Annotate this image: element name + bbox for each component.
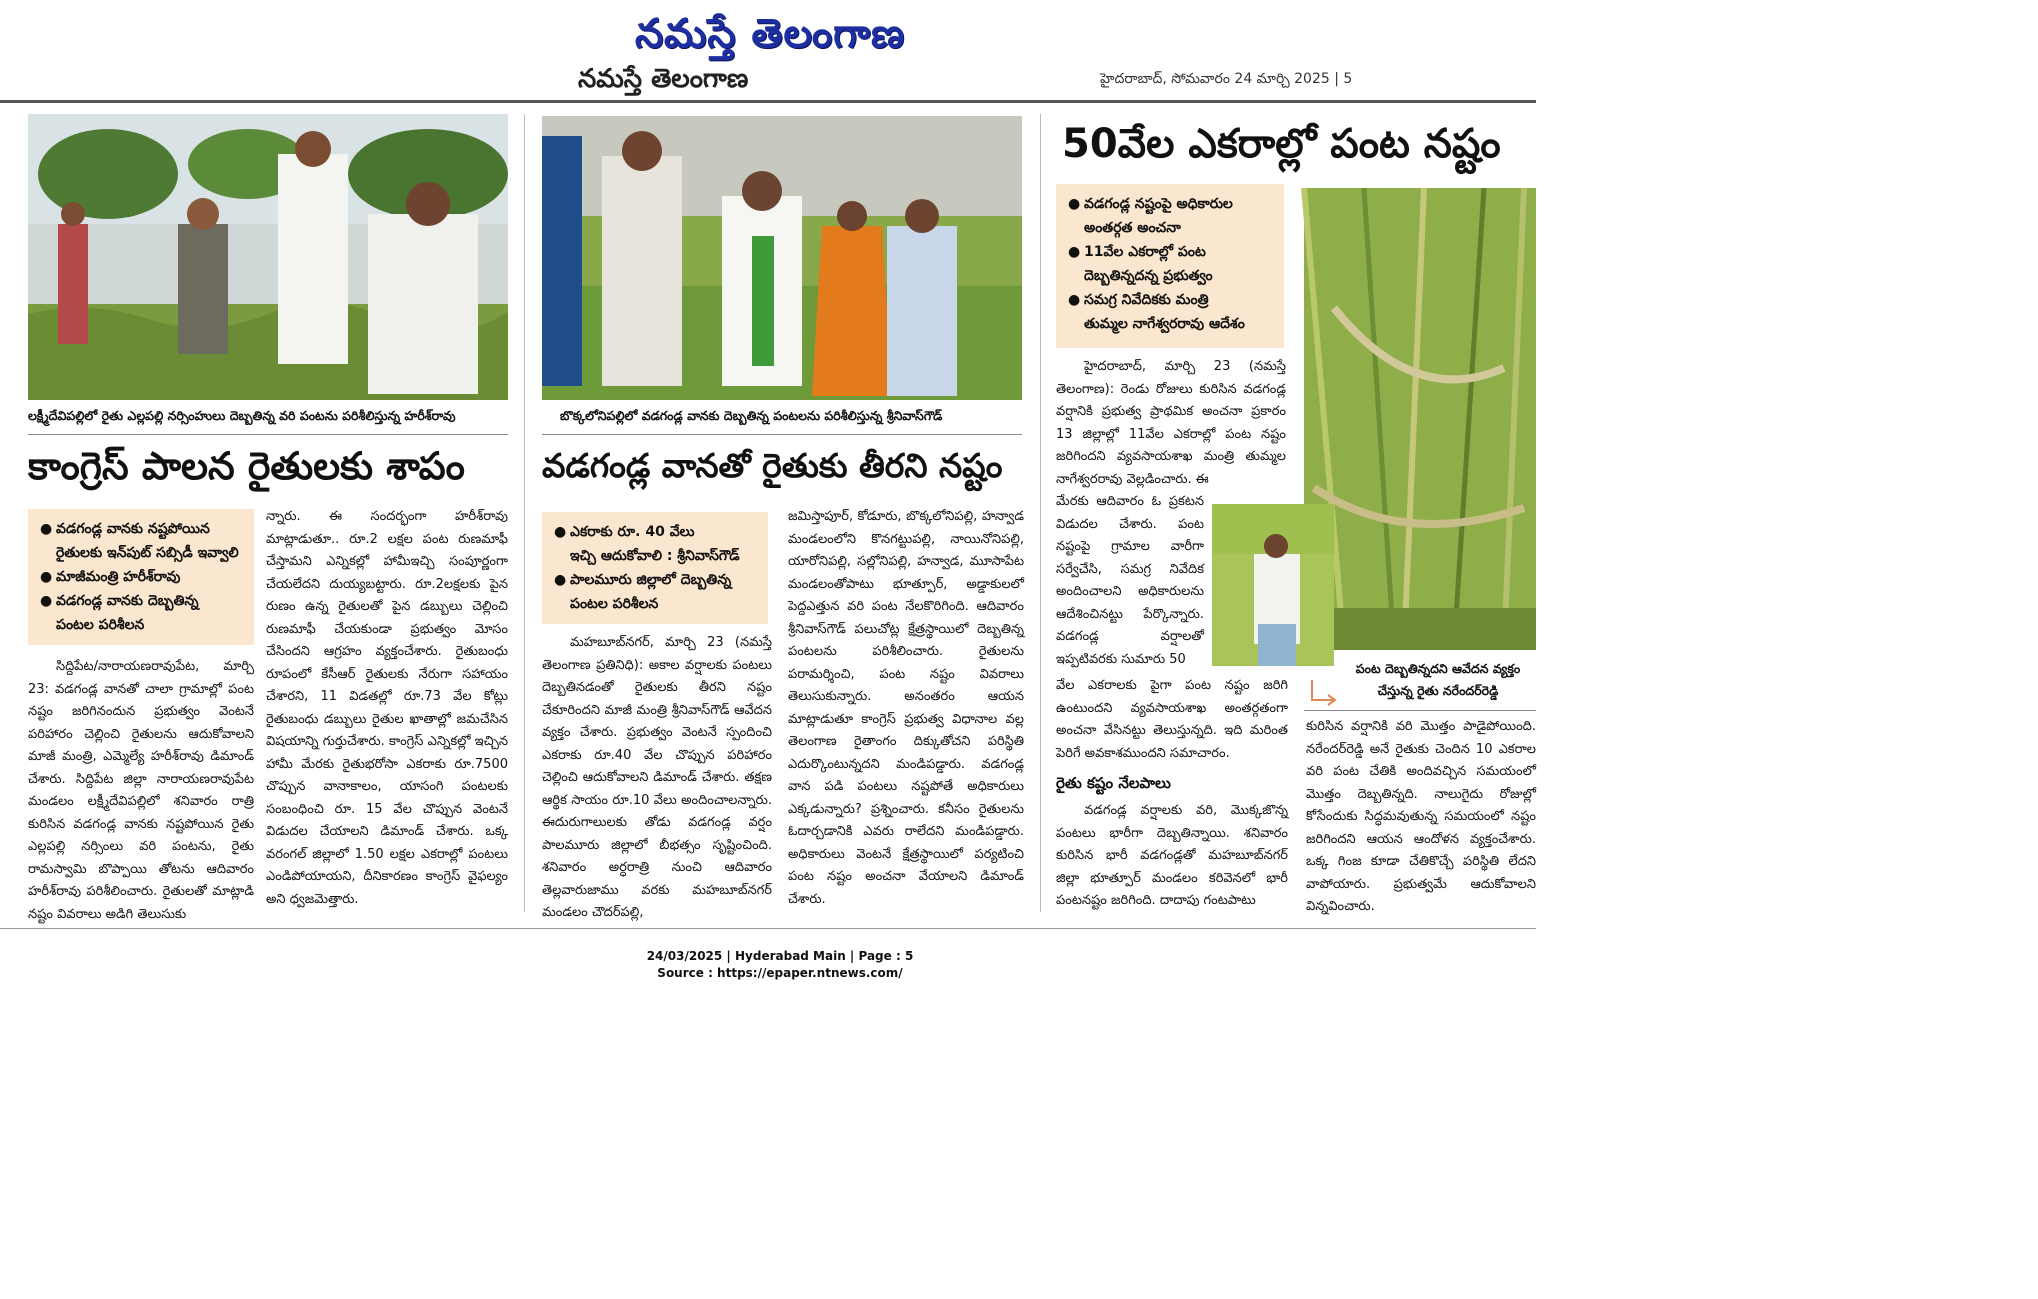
highlight-item: ● మాజీమంత్రి హరీశ్‌రావు xyxy=(40,569,181,585)
column-divider xyxy=(524,114,525,912)
header-rule xyxy=(0,100,1536,103)
highlight-item: ● వడగండ్ల నష్టంపై అధికారుల xyxy=(1068,196,1233,212)
page-header-strip xyxy=(0,64,1560,100)
highlight-item: ● సమగ్ర నివేదికకు మంత్రి xyxy=(1068,292,1209,308)
highlights-box xyxy=(28,509,254,645)
caption-rule xyxy=(1304,710,1536,711)
article-body-column: సిద్దిపేట/నారాయణరావుపేట, మార్చి 23: వడగండ్ల వానతో చాలా గ్రామాల్లో పంట నష్టం జరిగినందున ప్రభుత్వం వెంటనే పరిహారం చెల్లించి రైతులను ఆదుకోవాలని మాజీ మంత్రి, ఎమ్మెల్యే హరీశ్‌రావు డిమాండ్ చేశారు. సిద్దిపేట జిల్లా నారాయణరావుపేట మండలం లక్ష్మీదేవిపల్లిలో శనివారం రాత్రి కురిసిన వడగండ్ల వానకు నష్టపోయిన రైతు ఎల్లపల్లి నర్సింలు వరి పంటను, రైతు రామస్వామి బొప్పాయి తోటను ఆదివారం హరీశ్‌రావు పరిశీలించారు. రైతులతో మాట్లాడి నష్టం వివరాలు అడిగి తెలుసుకు xyxy=(28,659,254,922)
highlight-item: ● వడగండ్ల వానకు దెబ్బతిన్న xyxy=(40,593,199,609)
highlight-item: అంతర్గత అంచనా xyxy=(1084,220,1181,236)
article-body-column: న్నారు. ఈ సందర్భంగా హరీశ్‌రావు మాట్లాడుతూ.. రూ.2 లక్షల పంట రుణమాఫీ చేస్తామని ఎన్నికల్లో హామీఇచ్చి సంపూర్ణంగా చేయలేదని దుయ్యబట్టారు. రూ.2లక్షలకు పైన రుణం ఉన్న రైతులతో పైన డబ్బులు చెల్లించి రుణమాఫీ చేయకుండా ప్రభుత్వం మోసం చేసిందని ఆగ్రహం వ్యక్తంచేశారు. రైతుబంధు రూపంలో కేసీఆర్ రైతులకు నేరుగా సహాయం చేశారని, 11 విడతల్లో రూ.73 వేల కోట్లు రైతుబంధు డబ్బులు రైతుల ఖాతాల్లో జమచేసిన విషయాన్ని గుర్తుచేశారు. కాంగ్రెస్ ఎన్నికల్లో ఇచ్చిన హామీ మేరకు రైతుభరోసా ఎకరాకు రూ.7500 చొప్పున వానాకాలం, యాసంగి పంటలకు సంబంధించి రూ. 15 వేల చొప్పున వెంటనే విడుదల చేయాలని డిమాండ్ చేశారు. ఒక్క వరంగల్ జిల్లాలో 1.50 లక్షల ఎకరాల్లో పంటలు ఎండిపోయాయని, దీనికారణం కాంగ్రెస్ వైఫల్యం అని ధ్వజమెత్తారు. xyxy=(266,509,508,907)
photo-caption: లక్ష్మీదేవిపల్లిలో రైతు ఎల్లపల్లి నర్సింహులు దెబ్బతిన్న వరి పంటను పరిశీలిస్తున్న హరీశ్‌రావు xyxy=(28,408,456,423)
section-subheading: రైతు కష్టం నేలపాలు xyxy=(1056,774,1171,792)
footer-rule xyxy=(0,928,1536,929)
highlights-box xyxy=(542,512,768,624)
article-body-column: వడగండ్ల వర్షాలకు వరి, మొక్కజొన్న పంటలు భారీగా దెబ్బతిన్నాయి. శనివారం కురిసిన భారీ వడగండ్లతో మహబూబ్‌నగర్ జిల్లా భూత్పూర్ మండలం కరివెనలో భారీ పంటనష్టం జరిగింది. దాదాపు గంటపాటు xyxy=(1056,803,1288,908)
highlight-item: ● 11వేల ఎకరాల్లో పంట xyxy=(1068,244,1206,260)
highlight-item: పంటల పరిశీలన xyxy=(570,596,659,612)
article-headline: 50వేల ఎకరాల్లో పంట నష్టం xyxy=(1062,121,1501,167)
caption-rule xyxy=(542,434,1022,435)
article-headline: కాంగ్రెస్ పాలన రైతులకు శాపం xyxy=(28,444,465,488)
photo-damaged-paddy xyxy=(1304,188,1536,650)
highlight-item: పంటల పరిశీలన xyxy=(56,617,145,633)
article-body-column: జమిస్తాపూర్, కోడూరు, బొక్కలోనిపల్లి, హన్వాడ మండలంలోని కొనగట్టుపల్లి, నాయినోనిపల్లి, యారోనిపల్లి, సల్లోనిపల్లి, హన్వాడ, మూసాపేట మండలంతోపాటు భూత్పూర్, అడ్డాకులలో పెద్దఎత్తున వరి పంట నేలకొరిగింది. ఆదివారం శ్రీనివాస్‌గౌడ్ పలుచోట్ల క్షేత్రస్థాయిలో దెబ్బతిన్న పంటలను పరిశీలించారు. రైతులను పరామర్శించి, పంట నష్టం వివరాలు తెలుసుకున్నారు. అనంతరం ఆయన మాట్లాడుతూ కాంగ్రెస్ ప్రభుత్వ విధానాల వల్ల తెలంగాణ రైతాంగం దిక్కుతోచని పరిస్థితి ఎదుర్కొంటున్నదని మండిపడ్డారు. వడగండ్ల వాన పడి పంటలు నష్టపోతే అధికారులు ఎక్కడున్నారు? ప్రశ్నించారు. కనీసం రైతులను ఓదార్చడానికి ఎవరు రాలేదని మండిపడ్డారు. అధికారులు వెంటనే క్షేత్రస్థాయిలో పర్యటించి పంట నష్టం అంచనా వేయాలని డిమాండ్ చేశారు. xyxy=(788,509,1024,907)
caption-arrow-icon xyxy=(1308,678,1338,708)
strip-right-text: హైదరాబాద్, సోమవారం 24 మార్చి 2025 | 5 xyxy=(1100,71,1353,87)
article-body-column: మహబూబ్‌నగర్, మార్చి 23 (నమస్తే తెలంగాణ ప్రతినిధి): అకాల వర్షాలకు పంటలు దెబ్బతినడంతో రైతులకు తీరని నష్టం చేకూరిందని మాజీ మంత్రి శ్రీనివాస్‌గౌడ్ ఆవేదన వ్యక్తం చేశారు. ప్రభుత్వం వెంటనే స్పందించి ఎకరాకు రూ.40 వేల చొప్పున పరిహారం చెల్లించి ఆదుకోవాలని డిమాండ్ చేశారు. తక్షణ ఆర్థిక సాయం రూ.10 వేలు అందించాలన్నారు. ఈదురుగాలులకు తోడు వడగండ్ల వర్షం పాలమూరు జిల్లాలో బీభత్సం సృష్టించింది. శనివారం అర్ధరాత్రి నుంచి ఆదివారం తెల్లవారుజాము వరకు మహబూబ్‌నగర్ మండలం చౌదర్‌పల్లి, xyxy=(542,635,772,920)
strip-left-text: నమస్తే తెలంగాణ xyxy=(578,64,749,94)
article-body-column: హైదరాబాద్, మార్చి 23 (నమస్తే తెలంగాణ): రెండు రోజులు కురిసిన వడగండ్ల వర్షానికి ప్రభుత్వ ప్రాథమిక అంచనా ప్రకారం 13 జిల్లాల్లో 11వేల ఎకరాల్లో పంట నష్టం జరిగిందని వ్యవసాయశాఖ మంత్రి తుమ్మల నాగేశ్వరరావు వెల్లడించారు. ఈ xyxy=(1056,359,1286,487)
photo-farmer-narendarreddy xyxy=(1212,504,1334,666)
page-footer xyxy=(0,948,1560,982)
article-headline: వడగండ్ల వానతో రైతుకు తీరని నష్టం xyxy=(542,446,1003,485)
highlight-item: ● ఎకరాకు రూ. 40 వేలు xyxy=(554,524,695,540)
highlight-item: తుమ్మల నాగేశ్వరరావు ఆదేశం xyxy=(1084,316,1245,332)
article-body-column: వేల ఎకరాలకు పైగా పంట నష్టం జరిగి ఉంటుందని వ్యవసాయశాఖ అంతర్గతంగా అంచనా వేసినట్టు తెలుస్తున్నది. ఇది మరింత పెరిగే అవకాశముందని సమాచారం. xyxy=(1056,678,1288,761)
highlights-box xyxy=(1056,184,1284,348)
photo-caption: పంట దెబ్బతిన్నదని ఆవేదన వ్యక్తం చేస్తున్న రైతు నరేందర్‌రెడ్డి xyxy=(1355,661,1521,698)
masthead xyxy=(0,0,1560,72)
highlight-item: ● వడగండ్ల వానకు నష్టపోయిన xyxy=(40,521,210,537)
highlight-item: ఇచ్చి ఆదుకోవాలి : శ్రీనివాస్‌గౌడ్ xyxy=(570,548,740,564)
highlight-item: దెబ్బతిన్నదన్న ప్రభుత్వం xyxy=(1084,268,1213,284)
photo-srinivasgoud-field xyxy=(542,116,1022,400)
column-divider xyxy=(1040,114,1041,912)
footer-date-edition: 24/03/2025 | Hyderabad Main | Page : 5 xyxy=(646,949,914,963)
caption-rule xyxy=(28,434,508,435)
highlight-item: రైతులకు ఇన్‌పుట్ సబ్సిడీ ఇవ్వాలి xyxy=(56,545,239,561)
masthead-logo: నమస్తే తెలంగాణ xyxy=(634,11,906,57)
footer-source-link[interactable]: Source : https://epaper.ntnews.com/ xyxy=(657,966,903,980)
highlight-item: ● పాలమూరు జిల్లాలో దెబ్బతిన్న xyxy=(554,572,732,588)
article-body-column: మేరకు ఆదివారం ఓ ప్రకటన విడుదల చేశారు. పంట నష్టంపై గ్రామాల వారీగా సర్వేచేసి, సమగ్ర నివేదిక అందించాలని అధికారులను ఆదేశించినట్టు పేర్కొన్నారు. వడగండ్ల వర్షాలతో ఇప్పటివరకు సుమారు 50 xyxy=(1056,494,1204,667)
article-body-column: కురిసిన వర్షానికి వరి మొత్తం పాడైపోయింది. నరేందర్‌రెడ్డి అనే రైతుకు చెందిన 10 ఎకరాల వరి పంట చేతికి అందివచ్చిన సమయంలో మొత్తం దెబ్బతిన్నది. నాలుగైదు రోజుల్లో కోసేందుకు సిద్ధమవుతున్న సమయంలో నష్టం జరిగిందని ఆయన ఆందోళన వ్యక్తంచేశారు. ఒక్క గింజ కూడా చేతికొచ్చే పరిస్థితి లేదని వాపోయారు. ప్రభుత్వమే ఆదుకోవాలని విన్నవించారు. xyxy=(1306,719,1536,914)
photo-caption: బొక్కలోనిపల్లిలో వడగండ్ల వానకు దెబ్బతిన్న పంటలను పరిశీలిస్తున్న శ్రీనివాస్‌గౌడ్ xyxy=(560,408,943,423)
photo-harishrao-field xyxy=(28,114,508,400)
